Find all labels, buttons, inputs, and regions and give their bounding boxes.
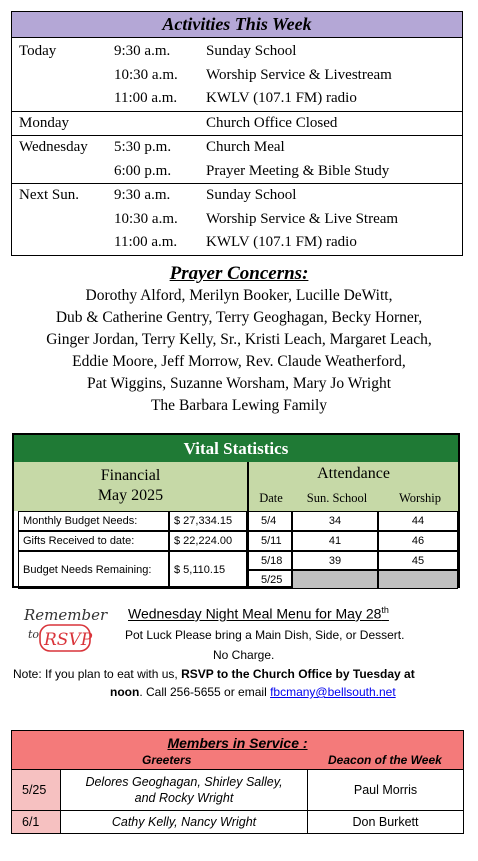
- logo-remember: Remember: [24, 606, 108, 624]
- financial-title: Financial: [100, 467, 161, 484]
- activity-row: [12, 184, 462, 208]
- activity-day: [12, 231, 107, 255]
- prayer-line: Ginger Jordan, Terry Kelly, Sr., Kristi Leach, Margaret Leach,: [46, 331, 432, 348]
- email-link[interactable]: fbcmany@bellsouth.net: [270, 685, 396, 699]
- attendance-date: 5/4: [247, 511, 292, 531]
- members-row: [12, 770, 463, 811]
- finance-amount: $ 27,334.15: [169, 511, 247, 531]
- vital-row: [14, 511, 458, 531]
- activity-event: Church Office Closed: [199, 111, 462, 136]
- members-in-service: [11, 730, 464, 834]
- activity-time: 6:00 p.m.: [114, 162, 172, 179]
- prayer-line: Eddie Moore, Jeff Morrow, Rev. Claude Weatherford,: [72, 353, 406, 370]
- activity-time: 11:00 a.m.: [114, 90, 178, 107]
- col-sunday-school: Sun. School: [306, 491, 368, 505]
- activity-event: Church Meal: [199, 136, 462, 160]
- activity-event: KWLV (107.1 FM) radio: [206, 234, 357, 251]
- members-deacon: Don Burkett: [352, 815, 419, 829]
- activity-row: [12, 231, 462, 255]
- activities-table: [11, 11, 463, 256]
- members-row: [12, 811, 463, 833]
- vital-row: [14, 551, 458, 589]
- finance-label: Gifts Received to date:: [18, 531, 169, 551]
- vital-statistics: [12, 433, 460, 588]
- attendance-ss: 39: [292, 551, 378, 570]
- prayer-line: Dorothy Alford, Merilyn Booker, Lucille DeWitt,: [85, 287, 393, 304]
- activity-row: [12, 38, 462, 64]
- activity-day: [12, 160, 107, 184]
- activity-row: [12, 136, 462, 160]
- activity-row: [12, 208, 462, 232]
- activity-day: Today: [19, 43, 57, 60]
- meal-title: Wednesday Night Meal Menu for May 28th: [128, 605, 389, 622]
- activities-title: Activities This Week: [12, 12, 462, 38]
- activity-row: [12, 111, 462, 136]
- prayer-title: Prayer Concerns:: [169, 263, 309, 284]
- meal-line-1: Pot Luck Please bring a Main Dish, Side, or Dessert.: [125, 628, 405, 642]
- finance-label: Budget Needs Remaining:: [18, 551, 169, 589]
- attendance-date: 5/18: [247, 551, 292, 570]
- activity-event: Prayer Meeting & Bible Study: [206, 162, 390, 179]
- meal-note-2: noon. Call 256-5655 or email fbcmany@bellsouth.net: [110, 685, 396, 699]
- activity-time: 11:00 a.m.: [114, 234, 178, 251]
- activity-day: [12, 208, 107, 232]
- vital-title: Vital Statistics: [14, 435, 458, 463]
- activity-time: 9:30 a.m.: [114, 43, 171, 60]
- attendance-ss: 41: [292, 531, 378, 551]
- activity-row: [12, 160, 462, 184]
- attendance-date: 5/11: [247, 531, 292, 551]
- prayer-line: Pat Wiggins, Suzanne Worsham, Mary Jo Wright: [86, 375, 392, 392]
- activity-day: Monday: [12, 111, 107, 136]
- activity-event: Worship Service & Livestream: [206, 66, 392, 83]
- attendance-worship: 46: [378, 531, 458, 551]
- attendance-worship: 44: [378, 511, 458, 531]
- members-deacon: Paul Morris: [353, 783, 418, 797]
- prayer-line: The Barbara Lewing Family: [150, 397, 328, 414]
- members-date: 5/25: [12, 770, 61, 810]
- attendance-worship: 45: [378, 551, 458, 570]
- activity-time: 5:30 p.m.: [107, 136, 199, 160]
- rsvp-logo: [22, 604, 108, 662]
- rsvp-logo-graphic: [22, 604, 108, 662]
- members-title: Members in Service :: [167, 735, 308, 751]
- members-header: [12, 731, 463, 770]
- col-deacon: Deacon of the Week: [328, 753, 442, 767]
- activity-day: Next Sun.: [12, 184, 107, 208]
- activity-event: Sunday School: [199, 184, 462, 208]
- col-greeters: Greeters: [142, 753, 192, 767]
- financial-period: May 2025: [97, 487, 164, 504]
- prayer-line: Dub & Catherine Gentry, Terry Geoghagan, Becky Horner,: [55, 309, 423, 326]
- activities-schedule: [12, 38, 462, 255]
- meal-line-2: No Charge.: [213, 648, 275, 662]
- attendance-title: Attendance: [317, 465, 390, 482]
- attendance-worship: [378, 570, 458, 589]
- activity-row: [12, 64, 462, 88]
- logo-to: to: [28, 628, 40, 641]
- vital-row: [14, 531, 458, 551]
- prayer-concerns: [0, 263, 478, 417]
- activity-time: 10:30 a.m.: [114, 210, 178, 227]
- col-date: Date: [259, 491, 283, 505]
- finance-amount: $ 5,110.15: [169, 551, 247, 589]
- members-date: 6/1: [12, 811, 61, 833]
- col-worship: Worship: [398, 491, 442, 505]
- activity-time: [107, 111, 199, 136]
- activity-row: [12, 87, 462, 111]
- attendance-ss: [292, 570, 378, 589]
- activity-time: 9:30 a.m.: [107, 184, 199, 208]
- activity-day: [12, 64, 107, 88]
- activity-event: Sunday School: [206, 43, 297, 60]
- logo-rsvp: RSVP: [44, 630, 93, 650]
- members-greeters: Cathy Kelly, Nancy Wright: [61, 811, 308, 833]
- meal-note: Note: If you plan to eat with us, RSVP to the Church Office by Tuesday at: [13, 667, 415, 681]
- activity-day: Wednesday: [12, 136, 107, 160]
- activity-time: 10:30 a.m.: [114, 66, 178, 83]
- financial-header: [14, 462, 247, 511]
- finance-amount: $ 22,224.00: [169, 531, 247, 551]
- members-greeters: Delores Geoghagan, Shirley Salley, and Rocky Wright: [61, 770, 308, 810]
- attendance-date: 5/25: [247, 570, 292, 589]
- activity-event: Worship Service & Live Stream: [206, 210, 399, 227]
- finance-label: Monthly Budget Needs:: [18, 511, 169, 531]
- attendance-header: [247, 462, 458, 511]
- activity-day: [12, 87, 107, 111]
- attendance-ss: 34: [292, 511, 378, 531]
- activity-event: KWLV (107.1 FM) radio: [206, 90, 357, 107]
